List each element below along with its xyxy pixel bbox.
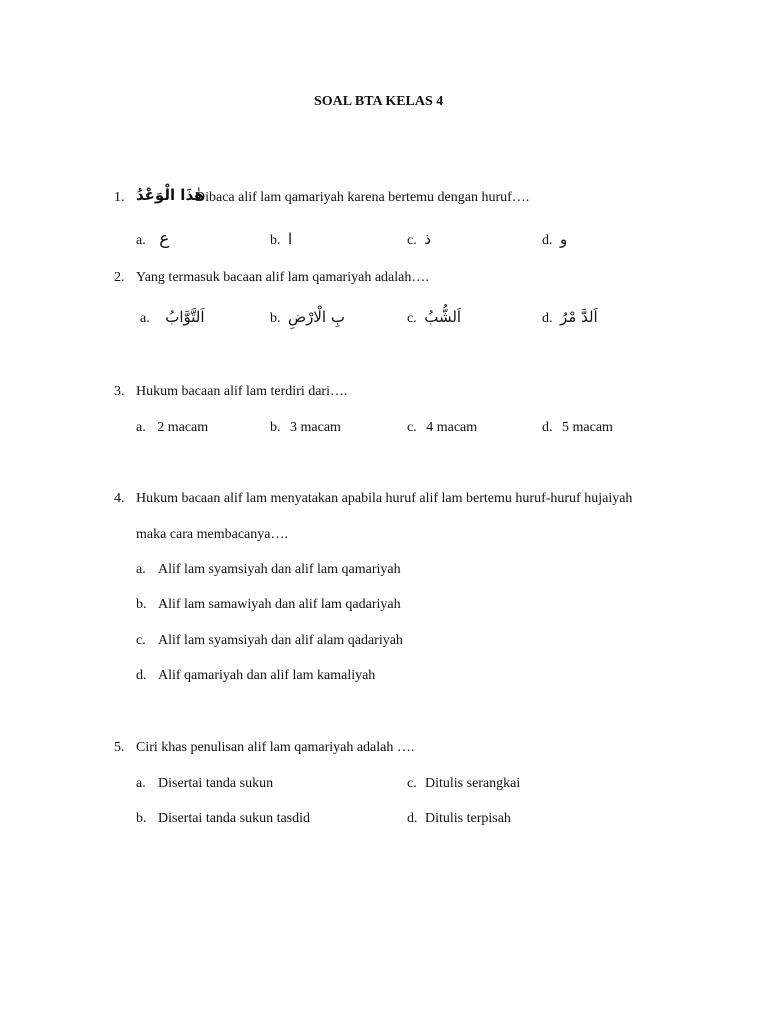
- option-label: b.: [136, 597, 147, 612]
- question-3-option-a: [136, 419, 208, 437]
- option-label: c.: [407, 311, 417, 326]
- option-text: و: [560, 230, 568, 248]
- question-1-option-d: [542, 230, 567, 250]
- option-label: a.: [136, 562, 146, 577]
- option-text: بِ الْارْضِ: [288, 308, 345, 326]
- question-5-option-d: [407, 810, 511, 828]
- question-5-option-b: [136, 810, 310, 828]
- option-text: ع: [159, 229, 170, 249]
- option-text: Alif qamariyah dan alif lam kamaliyah: [158, 668, 376, 683]
- question-4-option-a: [136, 561, 401, 579]
- question-3-option-c: [407, 419, 477, 437]
- option-label: b.: [270, 420, 281, 435]
- option-label: c.: [136, 633, 146, 648]
- question-1-arabic: هٰذَا الْوَعْدُ: [136, 186, 205, 204]
- option-label: c.: [407, 420, 417, 435]
- page-title: SOAL BTA KELAS 4: [314, 94, 444, 109]
- question-5-option-a: [136, 775, 273, 793]
- option-label: a.: [136, 776, 146, 791]
- option-text: 4 macam: [426, 420, 478, 435]
- option-label: a.: [136, 420, 146, 435]
- option-label: d.: [136, 668, 147, 683]
- option-text: Ditulis serangkai: [425, 776, 521, 791]
- option-label: b.: [136, 811, 147, 826]
- option-text: Alif lam samawiyah dan alif lam qadariyah: [158, 597, 401, 612]
- option-text: اَلدَّ مْرُ: [560, 308, 598, 326]
- option-text: ا: [288, 230, 293, 248]
- question-4-text-line2: maka cara membacanya….: [136, 527, 288, 542]
- option-text: Alif lam syamsiyah dan alif alam qadariyah: [158, 633, 403, 648]
- question-5-option-c: [407, 775, 520, 793]
- question-1-option-a: [136, 230, 169, 250]
- option-label: c.: [407, 233, 417, 248]
- question-4-option-b: [136, 596, 401, 614]
- option-text: اَلشُّبُ: [424, 308, 462, 326]
- option-text: 2 macam: [157, 420, 209, 435]
- question-2-option-d: [542, 308, 598, 328]
- option-text: 3 macam: [290, 420, 341, 435]
- question-3-option-b: [270, 419, 341, 437]
- question-2-text: Yang termasuk bacaan alif lam qamariyah adalah….: [136, 270, 429, 285]
- option-text: ذ: [424, 230, 431, 248]
- option-label: d.: [542, 420, 553, 435]
- question-3-option-d: [542, 419, 613, 437]
- question-4-text-line1: Hukum bacaan alif lam menyatakan apabila huruf alif lam bertemu huruf-huruf hujaiyah: [136, 491, 633, 506]
- option-label: c.: [407, 776, 417, 791]
- question-3-number: 3.: [114, 384, 125, 399]
- option-text: اَلتَّوَّابُ: [165, 308, 205, 326]
- option-text: Disertai tanda sukun: [158, 776, 274, 791]
- option-text: Ditulis terpisah: [425, 811, 511, 826]
- question-2-option-c: [407, 308, 461, 328]
- option-text: Alif lam syamsiyah dan alif lam qamariyah: [158, 562, 401, 577]
- question-1-number: 1.: [114, 190, 125, 205]
- question-1-option-b: [270, 230, 292, 250]
- question-3-text: Hukum bacaan alif lam terdiri dari….: [136, 384, 348, 399]
- question-4-number: 4.: [114, 491, 125, 506]
- question-4-option-c: [136, 632, 403, 650]
- question-2-option-b: [270, 308, 345, 328]
- question-2-number: 2.: [114, 270, 125, 285]
- question-4-option-d: [136, 667, 375, 685]
- option-label: d.: [542, 233, 553, 248]
- question-1-text: Dibaca alif lam qamariyah karena bertemu dengan huruf….: [195, 190, 530, 205]
- option-label: a.: [136, 233, 146, 248]
- option-label: d.: [542, 311, 553, 326]
- question-5-number: 5.: [114, 740, 125, 755]
- question-2-option-a: [140, 308, 205, 328]
- option-label: a.: [140, 311, 150, 326]
- option-text: 5 macam: [562, 420, 613, 435]
- option-label: b.: [270, 233, 281, 248]
- question-1-option-c: [407, 230, 431, 250]
- option-text: Disertai tanda sukun tasdid: [158, 811, 311, 826]
- option-label: d.: [407, 811, 418, 826]
- option-label: b.: [270, 311, 281, 326]
- question-5-text: Ciri khas penulisan alif lam qamariyah adalah ….: [136, 740, 415, 755]
